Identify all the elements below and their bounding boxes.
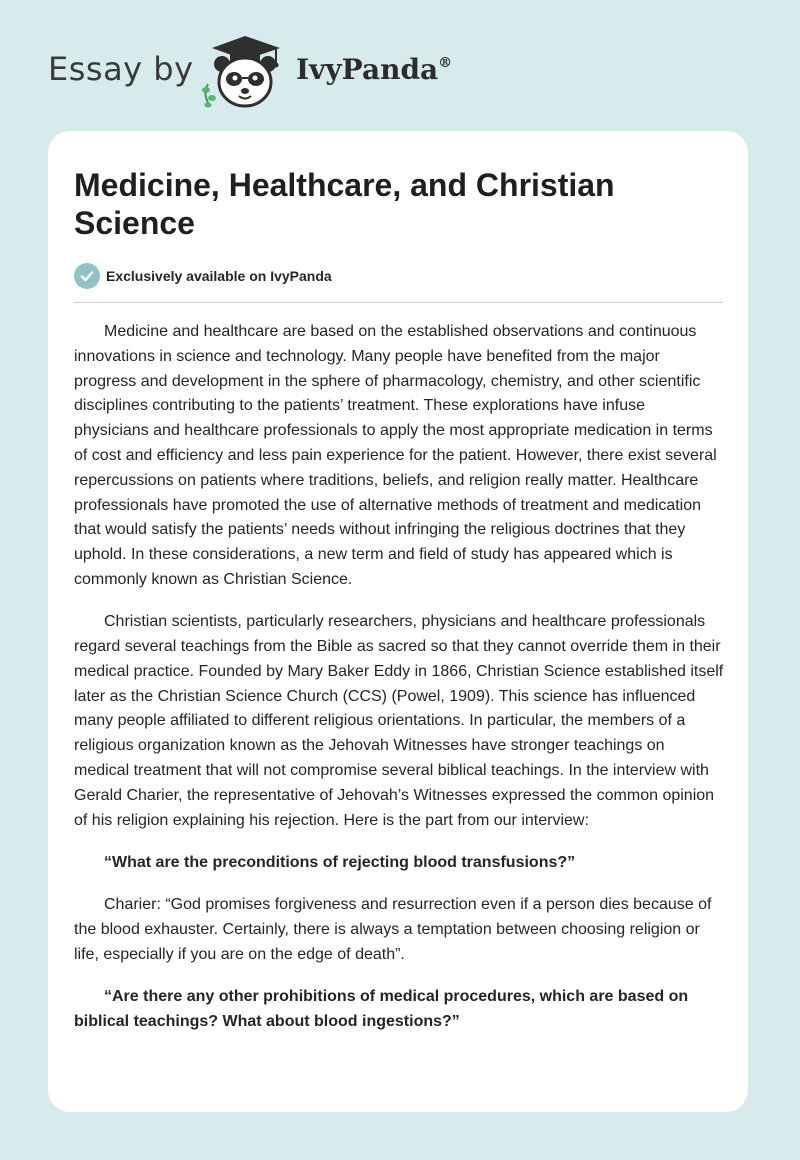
interview-answer: Charier: “God promises forgiveness and resurrection even if a person dies because of the blood exhauster. Certainly, there is always a temptation between choosing religion or life, especially if you are on the edge of death”. xyxy=(74,896,712,963)
brand-text: IvyPanda xyxy=(296,53,439,86)
interview-question: “What are the preconditions of rejecting blood transfusions?” xyxy=(104,853,576,871)
paragraph: Christian scientists, particularly researchers, physicians and healthcare professionals regard several teachings from the Bible as sacred so that they cannot override them in their medical practice. Founded by Mary Baker Eddy in 1866, Christian Science established itself later as the Christian Science Church (CCS) (Powel, 1909). This science has influenced many people affiliated to different religious orientations. In particular, the members of a religious organization known as the Jehovah Witnesses have stronger teachings on medical treatment that will not compromise several biblical teachings. In the interview with Gerald Charier, the representative of Jehovah’s Witnesses expressed the common opinion of his religion explaining his rejection. Here is the part from our interview: xyxy=(74,613,724,829)
article-body xyxy=(74,320,724,1052)
registered-mark: ® xyxy=(438,55,453,71)
exclusive-badge xyxy=(74,263,332,289)
brand-name[interactable] xyxy=(296,53,452,86)
interview-question: “Are there any other prohibitions of medical procedures, which are based on biblical teachings? What about blood ingestions?” xyxy=(74,988,689,1030)
divider xyxy=(74,302,723,303)
checkmark-icon xyxy=(74,263,100,289)
exclusive-label: Exclusively available on IvyPanda xyxy=(106,268,332,284)
article-title: Medicine, Healthcare, and Christian Science xyxy=(74,167,615,241)
essay-by-label: Essay by xyxy=(48,50,194,88)
site-header xyxy=(0,0,800,130)
panda-logo-icon[interactable] xyxy=(200,34,290,110)
paragraph: Medicine and healthcare are based on the established observations and continuous innovations in science and technology. Many people have benefited from the major progress and development in the sphere of pharmacology, chemistry, and other scientific disciplines contributing to the patients’ treatment. These explorations have infuse physicians and healthcare professionals to apply the most appropriate medication in terms of cost and efficiency and less pain experience for the patient. However, there exist several repercussions on patients where traditions, beliefs, and religion really matter. Healthcare professionals have promoted the use of alternative methods of treatment and medication that would satisfy the patients’ needs without infringing the religious doctrines that they uphold. In these considerations, a new term and field of study has appeared which is commonly known as Christian Science. xyxy=(74,323,717,588)
